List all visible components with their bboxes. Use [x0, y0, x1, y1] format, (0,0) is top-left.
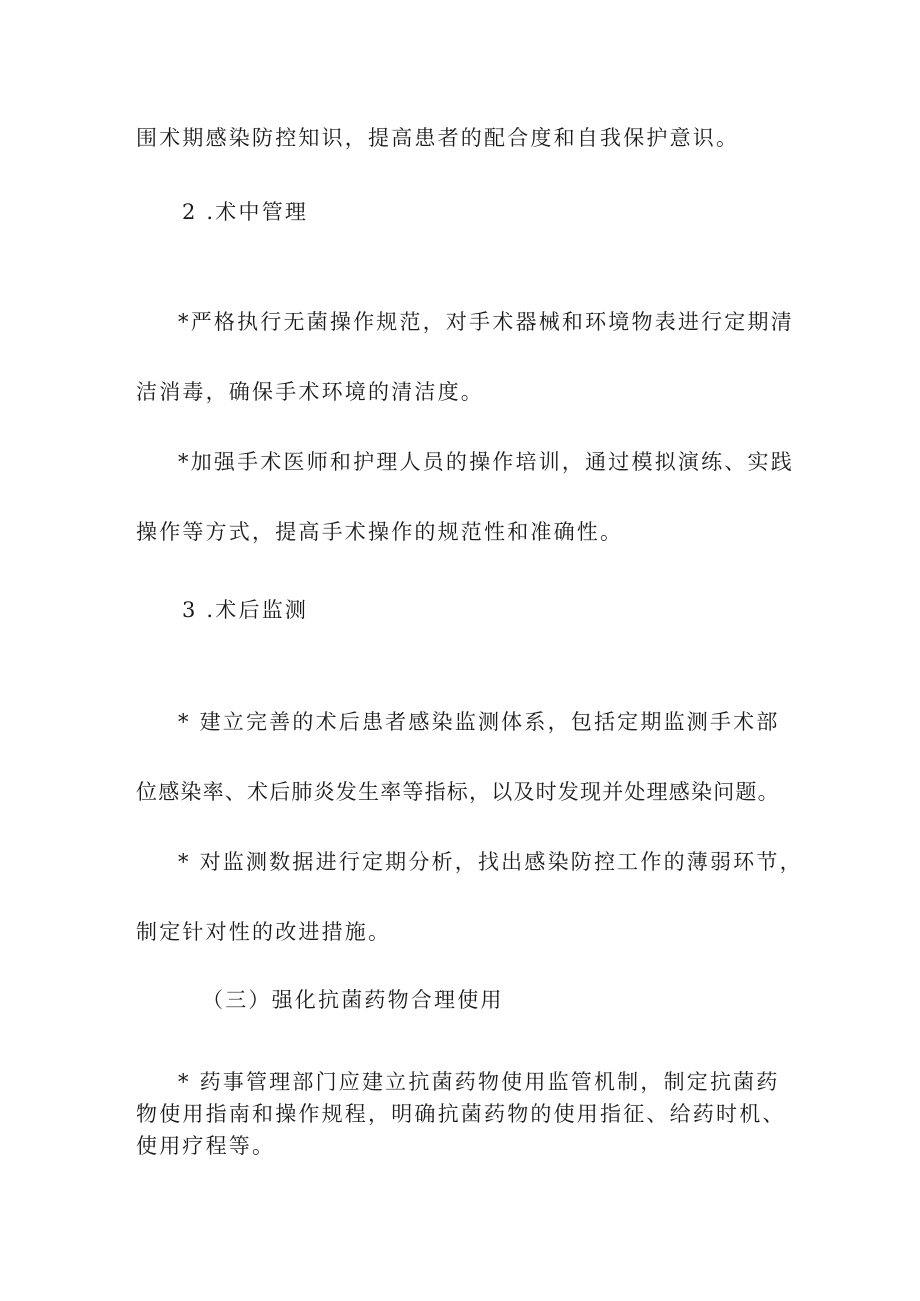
bullet-aseptic-line-2: 洁消毒，确保手术环境的清洁度。	[136, 380, 484, 404]
section-heading-antibiotics: （三）强化抗菌药物合理使用	[202, 988, 504, 1012]
bullet-pharmacy-line-1: * 药事管理部门应建立抗菌药物使用监管机制，制定抗菌药	[178, 1070, 780, 1094]
bullet-monitoring-line-1: * 建立完善的术后患者感染监测体系，包括定期监测手术部	[178, 710, 780, 734]
bullet-aseptic-line-1: *严格执行无菌操作规范，对手术器械和环境物表进行定期清	[178, 310, 794, 334]
bullet-pharmacy-line-2: 物使用指南和操作规程，明确抗菌药物的使用指征、给药时机、	[136, 1102, 786, 1126]
bullet-training-line-2: 操作等方式，提高手术操作的规范性和准确性。	[136, 520, 624, 544]
bullet-analysis-line-2: 制定针对性的改进措施。	[136, 920, 392, 944]
bullet-pharmacy-line-3: 使用疗程等。	[136, 1134, 276, 1158]
section-heading-postoperative: 3 .术后监测	[182, 598, 309, 622]
bullet-training-line-1: *加强手术医师和护理人员的操作培训，通过模拟演练、实践	[178, 450, 794, 474]
section-heading-intraoperative: 2 .术中管理	[182, 200, 309, 224]
bullet-analysis-line-1: * 对监测数据进行定期分析，找出感染防控工作的薄弱环节，	[178, 850, 803, 874]
paragraph-continuation: 围术期感染防控知识，提高患者的配合度和自我保护意识。	[136, 126, 740, 150]
bullet-monitoring-line-2: 位感染率、术后肺炎发生率等指标，以及时发现并处理感染问题。	[136, 780, 780, 804]
